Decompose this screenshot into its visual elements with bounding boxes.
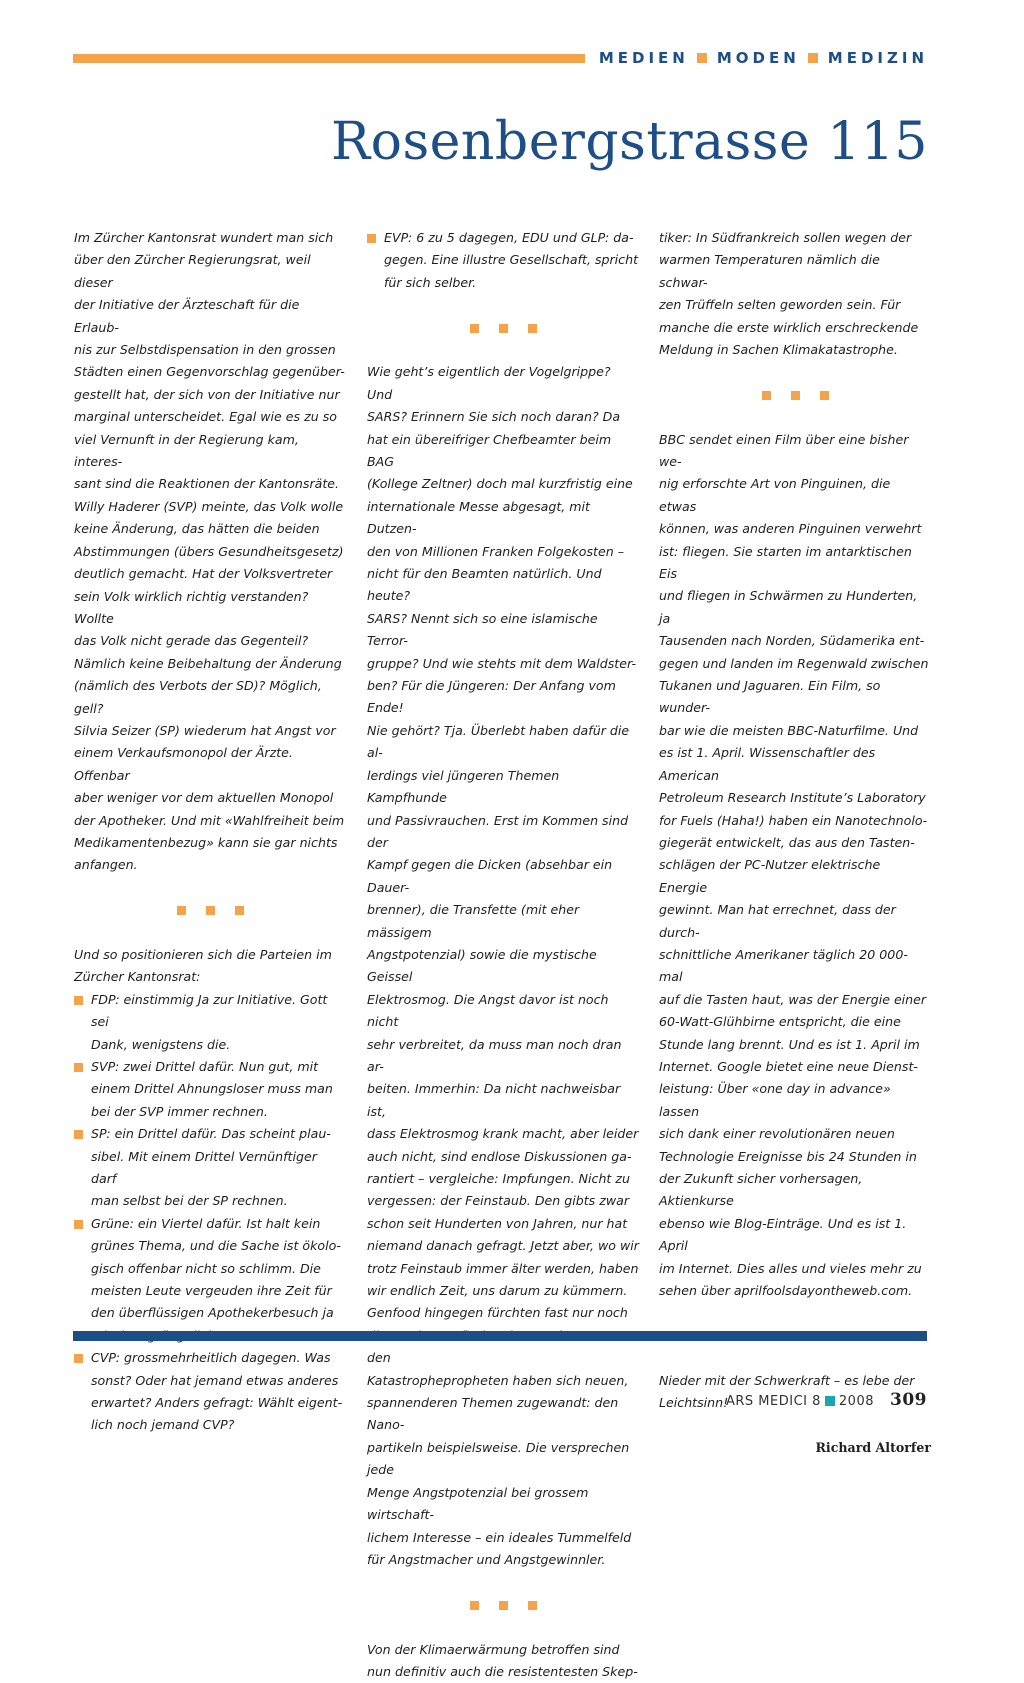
text-line: sant sind die Reaktionen der Kantonsräte. (74, 473, 346, 495)
text-line: Genfood hingegen fürchten fast nur noch (367, 1302, 639, 1324)
text-line: Im Zürcher Kantonsrat wundert man sich (74, 227, 346, 249)
text-line: ebenso wie Blog-Einträge. Und es ist 1. April (659, 1213, 931, 1258)
text-line: lich noch jemand CVP? (91, 1414, 346, 1436)
text-line: für sich selber. (384, 272, 639, 294)
text-line: nun definitiv auch die resistentesten Skep- (367, 1661, 639, 1683)
text-line: Dank, wenigstens die. (91, 1034, 346, 1056)
text-line: Silvia Seizer (SP) wiederum hat Angst vor (74, 720, 346, 742)
text-line: SARS? Nennt sich so eine islamische Terror- (367, 608, 639, 653)
text-line: gisch offenbar nicht so schlimm. Die (91, 1258, 346, 1280)
text-line: spannenderen Themen zugewandt: den Nano- (367, 1392, 639, 1437)
text-line: vergessen: der Feinstaub. Den gibts zwar (367, 1190, 639, 1212)
text-column-3 (659, 227, 931, 1459)
text-line: lerdings viel jüngeren Themen Kampfhunde (367, 765, 639, 810)
text-line: gegen und landen im Regenwald zwischen (659, 653, 931, 675)
square-bullet-icon (697, 53, 707, 63)
text-line: Tukanen und Jaguaren. Ein Film, so wunder- (659, 675, 931, 720)
page-number: 309 (890, 1390, 927, 1410)
separator-square-icon (820, 391, 829, 400)
square-separator-icon (825, 1396, 835, 1406)
square-bullet-icon (74, 1063, 83, 1072)
text-line: manche die erste wirklich erschreckende (659, 317, 931, 339)
spacer (659, 1414, 931, 1436)
spacer (659, 406, 931, 428)
square-bullet-icon (74, 1354, 83, 1363)
text-line: nig erforschte Art von Pinguinen, die etwas (659, 473, 931, 518)
text-line: Nieder mit der Schwerkraft – es lebe der (659, 1370, 931, 1392)
square-bullet-icon (808, 53, 818, 63)
text-line: FDP: einstimmig Ja zur Initiative. Gott sei (91, 989, 346, 1034)
text-line: für Angstmacher und Angstgewinnler. (367, 1549, 639, 1571)
text-line: Richard Altorfer (659, 1437, 931, 1459)
list-item (74, 1347, 346, 1437)
square-bullet-icon (74, 1220, 83, 1229)
text-line: gruppe? Und wie stehts mit dem Waldster- (367, 653, 639, 675)
text-column-2 (367, 227, 639, 1683)
text-line: sibel. Mit einem Drittel Vernünftiger darf (91, 1146, 346, 1191)
square-bullet-icon (74, 1130, 83, 1139)
spacer (74, 877, 346, 899)
kicker-medien: MEDIEN (599, 49, 689, 67)
text-line: man selbst bei der SP rechnen. (91, 1190, 346, 1212)
separator-square-icon (206, 906, 215, 915)
text-line: können, was anderen Pinguinen verwehrt (659, 518, 931, 540)
text-line: auf die Tasten haut, was der Energie einer (659, 989, 931, 1011)
text-line: anfangen. (74, 854, 346, 876)
section-separator (659, 384, 931, 406)
text-line: lichem Interesse – ein ideales Tummelfeld (367, 1527, 639, 1549)
list-item (367, 227, 639, 294)
text-line: beiten. Immerhin: Da nicht nachweisbar ist, (367, 1078, 639, 1123)
paragraph (74, 944, 346, 989)
text-line: deutlich gemacht. Hat der Volksvertreter (74, 563, 346, 585)
separator-square-icon (470, 324, 479, 333)
kicker-moden: MODEN (717, 49, 800, 67)
text-line: marginal unterscheidet. Egal wie es zu so (74, 406, 346, 428)
separator-square-icon (499, 1601, 508, 1610)
text-line: schlägen der PC-Nutzer elektrische Energie (659, 854, 931, 899)
text-line: grünes Thema, und die Sache ist ökolo- (91, 1235, 346, 1257)
list-item (74, 1213, 346, 1347)
text-line: Angstpotenzial) sowie die mystische Geissel (367, 944, 639, 989)
text-line: (nämlich des Verbots der SD)? Möglich, gell? (74, 675, 346, 720)
text-line: niemand danach gefragt. Jetzt aber, wo wir (367, 1235, 639, 1257)
bottom-rule-bar (73, 1331, 927, 1341)
text-line: sonst? Oder hat jemand etwas anderes (91, 1370, 346, 1392)
text-line: Abstimmungen (übers Gesundheitsgesetz) (74, 541, 346, 563)
text-line: internationale Messe abgesagt, mit Dutzen- (367, 496, 639, 541)
text-line: ist: fliegen. Sie starten im antarktischen Eis (659, 541, 931, 586)
text-line: im Internet. Dies alles und vieles mehr zu (659, 1258, 931, 1280)
text-line: und Passivrauchen. Erst im Kommen sind der (367, 810, 639, 855)
text-line: aber weniger vor dem aktuellen Monopol (74, 787, 346, 809)
text-line: Elektrosmog. Die Angst davor ist noch nicht (367, 989, 639, 1034)
text-line: nicht für den Beamten natürlich. Und heute? (367, 563, 639, 608)
text-line: Städten einen Gegenvorschlag gegenüber- (74, 361, 346, 383)
text-line: es ist 1. April. Wissenschaftler des American (659, 742, 931, 787)
text-line: Stunde lang brennt. Und es ist 1. April im (659, 1034, 931, 1056)
spacer (659, 361, 931, 383)
text-line: und fliegen in Schwärmen zu Hunderten, ja (659, 585, 931, 630)
text-line: sehen über aprilfoolsdayontheweb.com. (659, 1280, 931, 1302)
article-title: Rosenbergstrasse 115 (331, 112, 928, 172)
separator-square-icon (762, 391, 771, 400)
text-line: auch nicht, sind endlose Diskussionen ga- (367, 1146, 639, 1168)
list-item (74, 1056, 346, 1123)
text-line: Nie gehört? Tja. Überlebt haben dafür die al- (367, 720, 639, 765)
top-accent-bar (73, 54, 585, 63)
text-line: den (367, 1325, 639, 1370)
spacer (74, 922, 346, 944)
list-item (74, 989, 346, 1056)
text-line: tiker: In Südfrankreich sollen wegen der (659, 227, 931, 249)
separator-square-icon (791, 391, 800, 400)
text-line: das Volk nicht gerade das Gegenteil? (74, 630, 346, 652)
text-line: Petroleum Research Institute’s Laboratory (659, 787, 931, 809)
text-line: brenner), die Transfette (mit eher mässigem (367, 899, 639, 944)
text-line: Tausenden nach Norden, Südamerika ent- (659, 630, 931, 652)
kicker-medizin: MEDIZIN (828, 49, 928, 67)
text-line: Menge Angstpotenzial bei grossem wirtschaft- (367, 1482, 639, 1527)
text-line: wir endlich Zeit, uns darum zu kümmern. (367, 1280, 639, 1302)
text-line: nis zur Selbstdispensation in den grossen (74, 339, 346, 361)
paragraph (659, 429, 931, 1303)
text-line: bei der SVP immer rechnen. (91, 1101, 346, 1123)
text-line: SP: ein Drittel dafür. Das scheint plau- (91, 1123, 346, 1145)
journal-name: ARS MEDICI 8 (726, 1394, 821, 1409)
text-line: Wie geht’s eigentlich der Vogelgrippe? Und (367, 361, 639, 406)
text-line: Grüne: ein Viertel dafür. Ist halt kein (91, 1213, 346, 1235)
text-line: gestellt hat, der sich von der Initiative nur (74, 384, 346, 406)
section-separator (74, 899, 346, 921)
text-line: der Zukunft sicher vorhersagen, Aktienkurse (659, 1168, 931, 1213)
author-name (659, 1437, 931, 1459)
text-line: (Kollege Zeltner) doch mal kurzfristig eine (367, 473, 639, 495)
text-line: partikeln beispielsweise. Die versprechen jede (367, 1437, 639, 1482)
section-separator (367, 1594, 639, 1616)
text-line: BBC sendet einen Film über eine bisher we- (659, 429, 931, 474)
text-line: leistung: Über «one day in advance» lassen (659, 1078, 931, 1123)
text-line: Kampf gegen die Dicken (absehbar ein Dauer- (367, 854, 639, 899)
text-line: sich dank einer revolutionären neuen (659, 1123, 931, 1145)
separator-square-icon (528, 1601, 537, 1610)
text-line: den von Millionen Franken Folgekosten – (367, 541, 639, 563)
text-line: for Fuels (Haha!) haben ein Nanotechnolo- (659, 810, 931, 832)
separator-square-icon (499, 324, 508, 333)
text-line: Willy Haderer (SVP) meinte, das Volk wolle (74, 496, 346, 518)
paragraph (367, 361, 639, 1571)
text-line: trotz Feinstaub immer älter werden, haben (367, 1258, 639, 1280)
text-column-1 (74, 227, 346, 1437)
text-line: sein Volk wirklich richtig verstanden? Wollte (74, 586, 346, 631)
text-line: Medikamentenbezug» kann sie gar nichts (74, 832, 346, 854)
separator-square-icon (177, 906, 186, 915)
text-line: Leichtsinn! (659, 1392, 931, 1414)
spacer (367, 339, 639, 361)
separator-square-icon (528, 324, 537, 333)
text-line: der Apotheker. Und mit «Wahlfreiheit beim (74, 810, 346, 832)
text-line: Von der Klimaerwärmung betroffen sind (367, 1639, 639, 1661)
text-line: schnittliche Amerikaner täglich 20 000-mal (659, 944, 931, 989)
text-line: Technologie Ereignisse bis 24 Stunden in (659, 1146, 931, 1168)
text-line: der Initiative der Ärzteschaft für die Erlaub- (74, 294, 346, 339)
spacer (367, 1616, 639, 1638)
text-line: Internet. Google bietet eine neue Dienst- (659, 1056, 931, 1078)
text-line: über den Zürcher Regierungsrat, weil dieser (74, 249, 346, 294)
separator-square-icon (235, 906, 244, 915)
text-line: zen Trüffeln selten geworden sein. Für (659, 294, 931, 316)
spacer (659, 1347, 931, 1369)
text-line: ben? Für die Jüngeren: Der Anfang vom Ende! (367, 675, 639, 720)
text-line: erwartet? Anders gefragt: Wählt eigent- (91, 1392, 346, 1414)
text-line: giegerät entwickelt, das aus den Tasten- (659, 832, 931, 854)
square-bullet-icon (74, 996, 83, 1005)
text-line: Meldung in Sachen Klimakatastrophe. (659, 339, 931, 361)
text-line: meisten Leute vergeuden ihre Zeit für (91, 1280, 346, 1302)
text-line: den überflüssigen Apothekerbesuch ja (91, 1302, 346, 1324)
text-line: Nämlich keine Beibehaltung der Änderung (74, 653, 346, 675)
text-line: sehr verbreitet, da muss man noch dran ar- (367, 1034, 639, 1079)
text-line: einem Verkaufsmonopol der Ärzte. Offenbar (74, 742, 346, 787)
text-line: einem Drittel Ahnungsloser muss man (91, 1078, 346, 1100)
text-line: 60-Watt-Glühbirne entspricht, die eine (659, 1011, 931, 1033)
spacer (659, 1302, 931, 1324)
text-line: SVP: zwei Drittel dafür. Nun gut, mit (91, 1056, 346, 1078)
section-separator (367, 317, 639, 339)
paragraph (367, 1639, 639, 1683)
text-line: hat ein übereifriger Chefbeamter beim BAG (367, 429, 639, 474)
text-line: rantiert – vergleiche: Impfungen. Nicht zu (367, 1168, 639, 1190)
text-line: SARS? Erinnern Sie sich noch daran? Da (367, 406, 639, 428)
paragraph (74, 227, 346, 877)
text-line: keine Änderung, das hätten die beiden (74, 518, 346, 540)
list-item (74, 1123, 346, 1213)
text-line: gewinnt. Man hat errechnet, dass der durch- (659, 899, 931, 944)
text-line: gegen. Eine illustre Gesellschaft, spricht (384, 249, 639, 271)
text-line: bar wie die meisten BBC-Naturfilme. Und (659, 720, 931, 742)
text-line: viel Vernunft in der Regierung kam, interes- (74, 429, 346, 474)
text-line: EVP: 6 zu 5 dagegen, EDU und GLP: da- (384, 227, 639, 249)
text-line: Katastrophepropheten haben sich neuen, (367, 1370, 639, 1392)
paragraph (659, 227, 931, 361)
spacer (367, 1571, 639, 1593)
square-bullet-icon (367, 234, 376, 243)
section-kicker (599, 49, 928, 67)
spacer (367, 294, 639, 316)
text-line: warmen Temperaturen nämlich die schwar- (659, 249, 931, 294)
journal-year: 2008 (839, 1394, 874, 1409)
text-line: CVP: grossmehrheitlich dagegen. Was (91, 1347, 346, 1369)
separator-square-icon (470, 1601, 479, 1610)
text-line: Zürcher Kantonsrat: (74, 966, 346, 988)
page-footer (726, 1390, 927, 1410)
text-line: dass Elektrosmog krank macht, aber leider (367, 1123, 639, 1145)
text-line: Und so positionieren sich die Parteien im (74, 944, 346, 966)
text-line: schon seit Hunderten von Jahren, nur hat (367, 1213, 639, 1235)
